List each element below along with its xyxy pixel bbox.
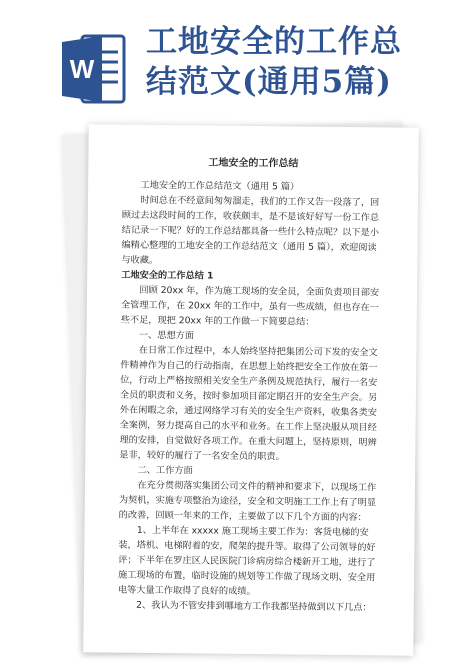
section-heading: 工地安全的工作总结 1	[121, 269, 214, 282]
document-title: 工地安全的工作总结	[208, 157, 299, 170]
document-paragraph: 一、思想方面	[138, 329, 195, 342]
title-line-2: 结范文(通用5篇)	[146, 64, 392, 100]
document-paragraph: 回顾 20xx 年，作为施工现场的安全员，全面负责项目部安全管理工作，在 20xx 年的工作中，虽有一些成绩，但也存在一些不足，现把 20xx 年的工作做一下简要总结：	[120, 284, 380, 328]
document-paragraph: 2、我认为不管安排到哪地方工作我都坚持做到以下几点：	[136, 599, 372, 614]
document-paragraph: 在充分贯彻落实集团公司文件的精神和要求下，以现场工作为契机，实施专项整治为途径，安全和文明施工工作上有了明显的改善，回顾一年来的工作，主要做了以下几个方面的内容：	[118, 479, 377, 524]
document-page	[83, 124, 419, 655]
svg-text:W: W	[69, 54, 95, 84]
word-document-icon	[62, 32, 128, 106]
document-paragraph: 在日常工作过程中，本人始终坚持把集团公司下发的安全文件精神作为自己的行动指南，在思想上始终把安全工作放在第一位，行动上严格按照相关安全生产条例及规范执行，履行一名安全员的职责和义务，按时参加项目部定期召开的安全生产会。另外在闲暇之余，通过网络学习有关的安全生产资料，收集各类安全案例，努力提高自己的水平和业务。在工作上坚决服从项目经理的安排，自觉做好各项工作。在重大问题上，坚持原则，明辨是非，较好的履行了一名安全员的职责。	[119, 344, 378, 463]
banner	[0, 0, 474, 120]
document-paragraph: 工地安全的工作总结范文（通用 5 篇）	[140, 179, 300, 193]
document-paragraph: 时间总在不经意间匆匆溜走，我们的工作又告一段落了，回顾过去这段时间的工作，收获颇丰，是不是该好好写一份工作总结记录一下呢？好的工作总结都具备一些什么特点呢？以下是小编精心整理的工地安全的工作总结范文（通用 5 篇），欢迎阅读与收藏。	[121, 194, 380, 267]
document-body	[118, 155, 385, 616]
page-title	[146, 22, 466, 102]
document-paragraph: 二、工作方面	[137, 464, 193, 477]
title-line-1: 工地安全的工作总	[146, 24, 402, 60]
document-paragraphs	[118, 178, 385, 616]
document-paragraph: 1、上半年在 xxxxx 施工现场主要工作为：客货电梯的安装，塔机、电梯附着的安，爬架的提升等。取得了公司领导的好评；下半年在罗庄区人民医院门诊病房综合楼新开工地，进行了施工现场的布置，临时设施的规划等工作做了现场文明、安全用电等大量工作取得了良好的成绩。	[117, 524, 376, 598]
